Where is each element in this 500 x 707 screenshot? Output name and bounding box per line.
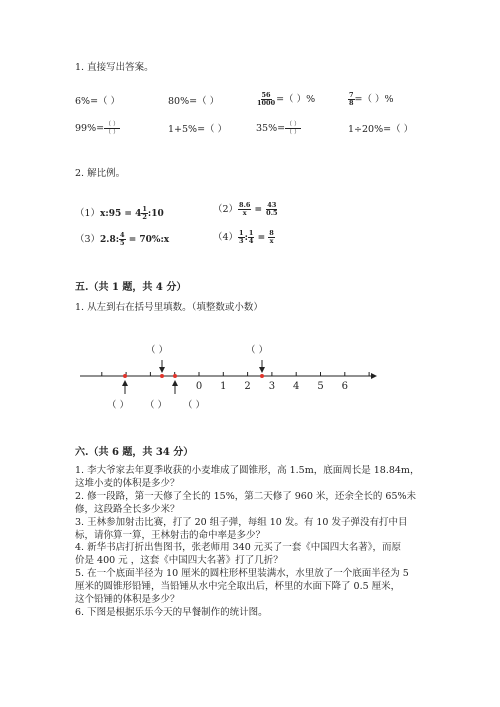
calc-item: 1+5%=（ ）: [168, 124, 228, 135]
question-line: 厘米的圆锥形铅锤，当铅锤从水中完全取出后，杯里的水面下降了 0.5 厘米，: [75, 581, 401, 593]
proportion-item: （4） $\frac{1}{3}$ : $\frac{1}{4}$ = $\frac{8}{x}$: [213, 229, 274, 245]
question-line: 价是 400 元 ，这套《中国四大名著》打了几折？: [75, 555, 283, 567]
calc-item: 6%=（ ）: [75, 96, 121, 107]
question-line: 1. 李大爷家去年夏季收获的小麦堆成了圆锥形，高 1.5m，底面周长是 18.84m，: [75, 465, 420, 476]
question-line: 4. 新华书店打折出售图书，张老师用 340 元买了一套《中国四大名著》，而原: [75, 542, 402, 554]
bottom-blank-3: （ ）: [183, 400, 206, 411]
point-c: [173, 374, 177, 378]
calc-item: $\frac{7}{8}$ =（ ）%: [349, 91, 394, 107]
proportion-item: （1）x:95 = 4 $\frac{1}{2}$ :10: [75, 205, 164, 221]
section-6-questions: [75, 465, 419, 620]
proportion-item: （3）2.8: $\frac{4}{5}$ = 70%:x: [75, 231, 170, 247]
tick-label: 0: [195, 381, 203, 392]
question-line: 5. 在一个底面半径为 10 厘米的圆柱形杯里装满水，水里放了一个底面半径为 5: [75, 568, 409, 580]
question-line: 这堆小麦的体积是多少？: [75, 477, 180, 489]
minor-ticks: [102, 372, 369, 376]
tick-label: 4: [293, 381, 300, 392]
question-line: 修，这段路全长多少米？: [75, 503, 180, 515]
question-line: 6. 下图是根据乐乐今天的早餐制作的统计图。: [75, 606, 268, 618]
question-line: 3. 王林参加射击比赛，打了 20 组子弹，每组 10 发。有 10 发子弹没有打中目: [75, 516, 408, 528]
tick-label: 1: [220, 381, 227, 392]
tick-label: 3: [268, 381, 276, 392]
section-5-heading: 五.（共 1 题，共 4 分）: [75, 282, 187, 293]
top-blank-1: （ ）: [146, 345, 169, 356]
bottom-blank-2: （ ）: [145, 400, 168, 411]
question-line: 标，请你算一算，王林射击的命中率是多少？: [75, 529, 266, 541]
calc-item: 1÷20%=（ ）: [348, 124, 414, 135]
bottom-blank-1: （ ）: [107, 400, 130, 411]
section-6-heading: 六.（共 6 题，共 34 分）: [75, 447, 194, 458]
question-2-title: 2. 解比例。: [75, 168, 126, 179]
question-line: 2. 修一段路，第一天修了全长的 15%，第二天修了 960 米，还余全长的 65%未: [75, 490, 417, 502]
calc-item: $\frac{56}{1000}$ =（ ）%: [257, 91, 316, 107]
calc-item: 99%= （ ） （ ）: [75, 121, 120, 136]
point-b: [160, 374, 164, 378]
proportion-item: （2） $\frac{8.6}{x}$ = $\frac{43}{0.5}$: [213, 201, 278, 217]
tick-label: 2: [244, 381, 251, 392]
calc-item: 80%=（ ）: [168, 96, 220, 107]
point-a: [123, 374, 127, 378]
point-d: [260, 374, 264, 378]
question-1-title: 1. 直接写出答案。: [75, 62, 154, 73]
question-line: 这个铅锤的体积是多少？: [75, 594, 180, 606]
tick-label: 6: [341, 381, 348, 392]
section-5-question: 1. 从左到右在括号里填数。（填整数或小数）: [75, 302, 263, 313]
tick-label: 5: [317, 381, 324, 392]
top-blank-2: （ ）: [246, 345, 269, 356]
calc-item: 35%= （ ） （ ）: [256, 121, 301, 136]
tick-labels: [196, 381, 348, 392]
